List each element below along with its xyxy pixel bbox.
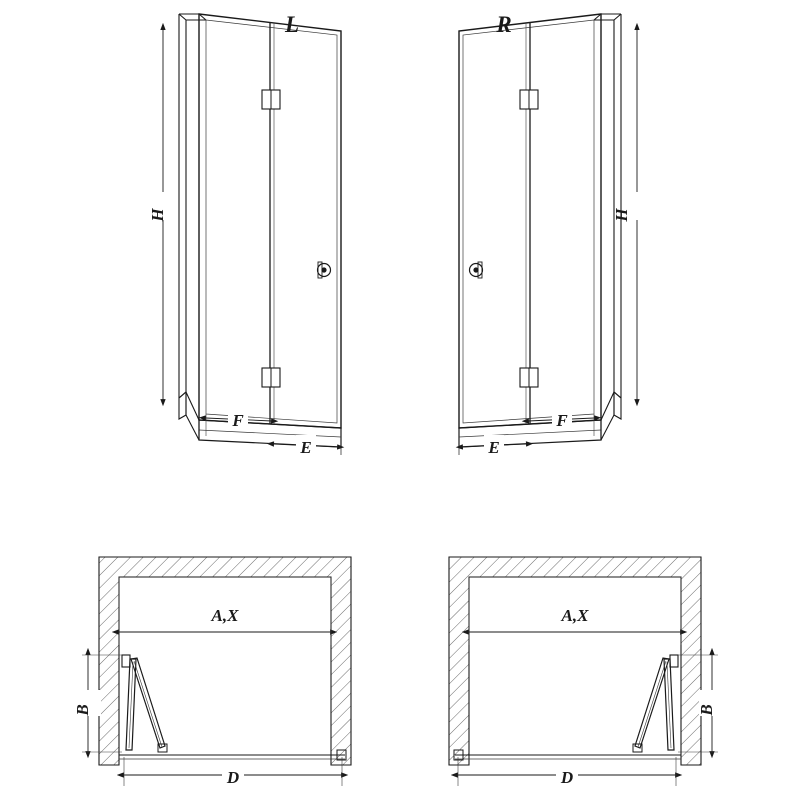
view-label-left: L — [284, 12, 300, 37]
label-e-left: E — [300, 438, 312, 457]
plan-left — [73, 557, 351, 788]
plan-right — [449, 557, 725, 788]
label-d-plan-right: D — [560, 768, 574, 787]
elevation-right — [459, 12, 650, 457]
door-leaves-plan-left — [122, 655, 167, 752]
label-h-left: H — [148, 208, 167, 222]
label-b-plan-left: B — [73, 704, 92, 716]
hinge-lower-left — [262, 368, 280, 387]
hinge-lower-right — [520, 368, 538, 387]
hinge-upper-left — [262, 90, 280, 109]
door-knob-left — [318, 262, 331, 278]
door-knob-right — [470, 262, 483, 278]
label-e-right: E — [488, 438, 500, 457]
label-f-right: F — [556, 411, 568, 430]
label-f-left: F — [232, 411, 244, 430]
label-ax-plan-left: A,X — [211, 606, 239, 625]
label-d-plan-left: D — [226, 768, 240, 787]
elevation-left — [148, 12, 341, 457]
door-leaves-plan-right — [633, 655, 678, 752]
wall-hatch-right — [449, 557, 701, 765]
hinge-upper-right — [520, 90, 538, 109]
label-h-right: H — [612, 208, 631, 222]
view-label-right: R — [496, 12, 512, 37]
label-b-plan-right: B — [697, 704, 716, 716]
label-ax-plan-right: A,X — [561, 606, 589, 625]
wall-hatch-left — [99, 557, 351, 765]
